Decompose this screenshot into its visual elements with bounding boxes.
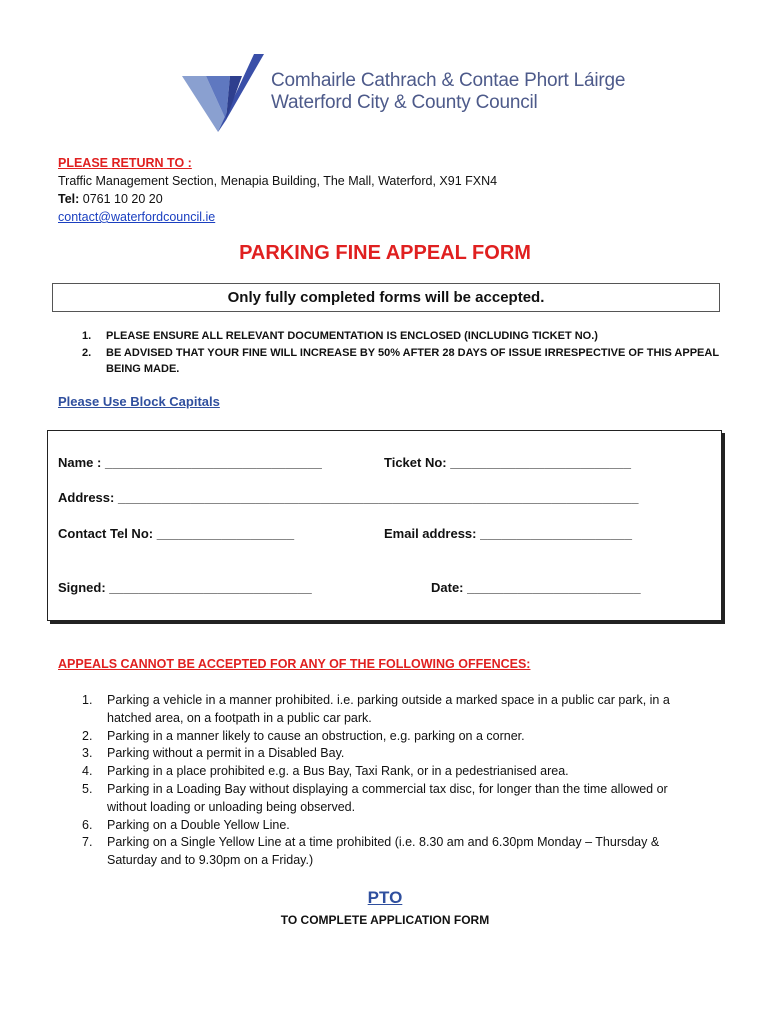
return-heading: PLEASE RETURN TO :	[58, 156, 192, 170]
council-emblem-icon	[178, 54, 270, 134]
completion-notice: Only fully completed forms will be accepted.	[52, 283, 720, 312]
offence-item	[82, 763, 692, 781]
offence-text: Parking on a Double Yellow Line.	[107, 817, 290, 832]
offence-number: 3.	[82, 746, 93, 761]
offence-number: 4.	[82, 764, 93, 779]
offence-text: Parking on a Single Yellow Line at a time prohibited (i.e. 8.30 am and 6.30pm Monday – Thursday & Saturday and to 9.30pm on a Friday.)	[107, 835, 660, 868]
address-field[interactable]: Address: ________________________________________________________________________	[58, 490, 639, 505]
contact-tel-field[interactable]: Contact Tel No: ___________________	[58, 526, 295, 541]
return-address: Traffic Management Section, Menapia Building, The Mall, Waterford, X91 FXN4	[58, 174, 498, 188]
offence-number: 1.	[82, 693, 93, 707]
offence-text: Parking in a manner likely to cause an obstruction, e.g. parking on a corner.	[107, 728, 525, 743]
offence-item	[82, 834, 692, 870]
instruction-number: 2.	[82, 346, 92, 359]
instruction-text: PLEASE ENSURE ALL RELEVANT DOCUMENTATION IS ENCLOSED (INCLUDING TICKET NO.)	[106, 330, 598, 342]
offence-item	[82, 817, 692, 835]
instructions-list	[82, 328, 722, 378]
instruction-number: 1.	[82, 330, 92, 342]
offence-number: 7.	[82, 835, 93, 850]
offences-list	[82, 692, 692, 870]
pto-label: PTO	[367, 888, 403, 907]
council-logo	[178, 54, 626, 134]
offence-text: Parking in a place prohibited e.g. a Bus Bay, Taxi Rank, or in a pedestrianised area.	[107, 764, 569, 779]
offence-text: Parking a vehicle in a manner prohibited. i.e. parking outside a marked space in a public car park, in a hatched area, on a footpath in a public car park.	[107, 693, 670, 725]
return-tel	[58, 190, 497, 208]
offences-heading: APPEALS CANNOT BE ACCEPTED FOR ANY OF THE FOLLOWING OFFENCES:	[58, 657, 531, 671]
return-address-block	[58, 154, 497, 226]
date-field[interactable]: Date: ________________________	[431, 580, 641, 595]
contact-email-link[interactable]: contact@waterfordcouncil.ie	[58, 210, 216, 224]
council-name-english: Waterford City & County Council	[271, 92, 538, 113]
offence-item	[82, 745, 692, 763]
offence-number: 2.	[82, 728, 93, 743]
offence-item	[82, 692, 692, 728]
form-title: PARKING FINE APPEAL FORM	[239, 242, 531, 264]
council-name-irish: Comhairle Cathrach & Contae Phort Láirge	[271, 70, 626, 91]
email-address-field[interactable]: Email address: _____________________	[384, 526, 632, 541]
tel-value: 0761 10 20 20	[79, 192, 163, 206]
offence-number: 6.	[82, 817, 93, 832]
offence-text: Parking without a permit in a Disabled Bay.	[107, 746, 345, 761]
applicant-details-box	[47, 430, 722, 621]
instruction-item	[82, 328, 722, 345]
tel-label: Tel:	[58, 192, 80, 206]
council-name	[271, 70, 625, 114]
name-field[interactable]: Name : ______________________________	[58, 455, 322, 470]
offence-item	[82, 728, 692, 746]
signature-field[interactable]: Signed: ____________________________	[58, 580, 312, 595]
block-capitals-note: Please Use Block Capitals	[58, 394, 220, 409]
complete-form-note: TO COMPLETE APPLICATION FORM	[280, 913, 490, 927]
offence-number: 5.	[82, 781, 93, 796]
offence-item	[82, 781, 692, 817]
instruction-text: BE ADVISED THAT YOUR FINE WILL INCREASE BY 50% AFTER 28 DAYS OF ISSUE IRRESPECTIVE OF THIS APPEAL BEING MADE.	[106, 346, 719, 375]
ticket-number-field[interactable]: Ticket No: _________________________	[384, 455, 631, 470]
instruction-item	[82, 345, 722, 378]
offence-text: Parking in a Loading Bay without displaying a commercial tax disc, for longer than the time allowed or without loading or unloading being observed.	[107, 781, 668, 814]
